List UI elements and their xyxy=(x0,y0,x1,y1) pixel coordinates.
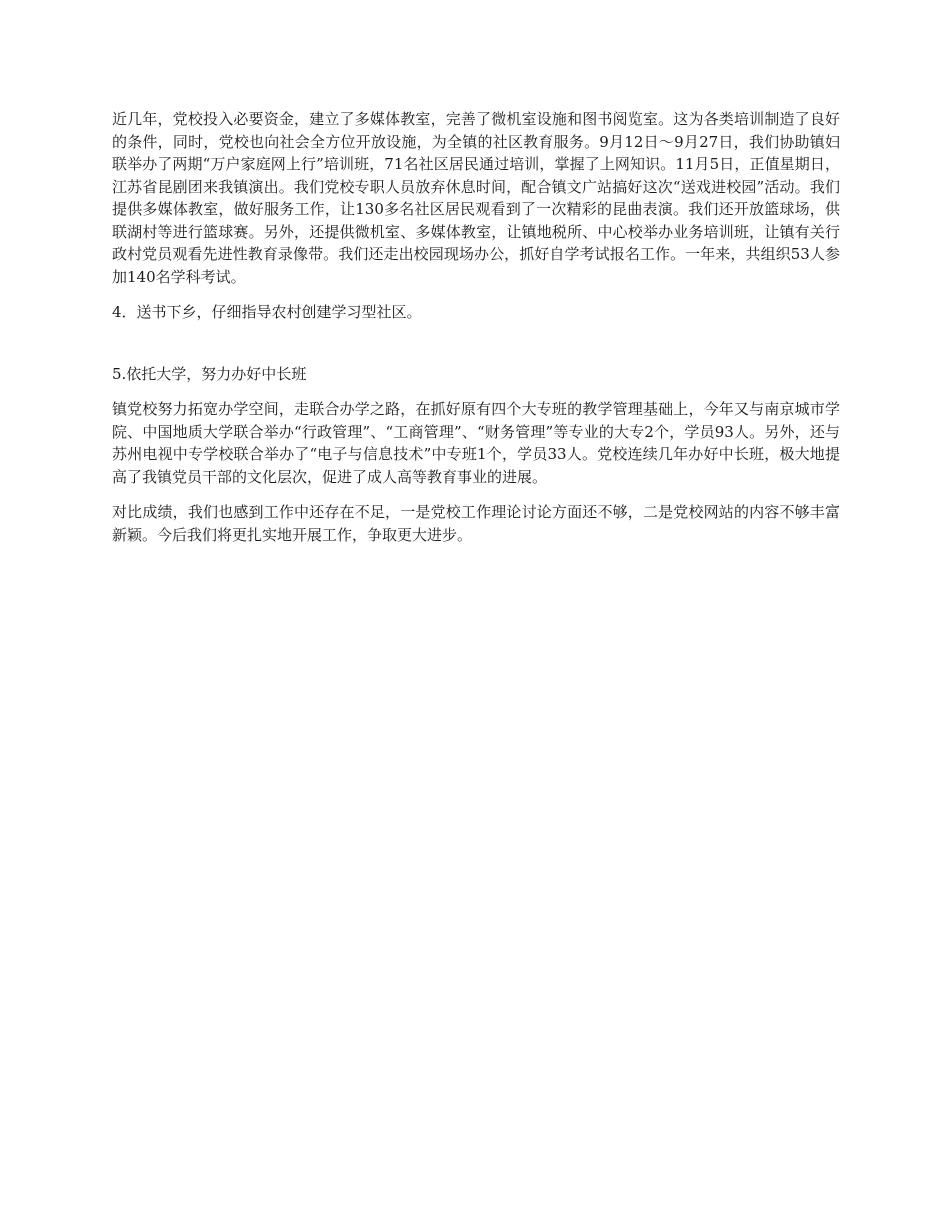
document-page xyxy=(112,108,840,559)
heading-send-books: 4．送书下乡，仔细指导农村创建学习型社区。 xyxy=(112,303,422,321)
paragraph-joint-education: 镇党校努力拓宽办学空间，走联合办学之路，在抓好原有四个大专班的教学管理基础上，今年又与南京城市学院、中国地质大学联合举办“行政管理”、“工商管理”、“财务管理”等专业的大专2个，学员93人。另外，还与苏州电视中专学校联合举办了“电子与信息技术”中专班1个，学员33人。党校连续几年办好中长班，极大地提高了我镇党员干部的文化层次，促进了成人高等教育事业的进展。 xyxy=(112,400,840,486)
spacer xyxy=(112,337,840,363)
paragraph-shortcomings: 对比成绩，我们也感到工作中还存在不足，一是党校工作理论讨论方面还不够，二是党校网站的内容不够丰富新颖。今后我们将更扎实地开展工作，争取更大进步。 xyxy=(112,503,840,544)
heading-university-classes: 5.依托大学，努力办好中长班 xyxy=(112,364,307,383)
paragraph-facilities: 近几年，党校投入必要资金，建立了多媒体教室，完善了微机室设施和图书阅览室。这为各类培训制造了良好的条件，同时，党校也向社会全方位开放设施，为全镇的社区教育服务。9月12日～9月27日，我们协助镇妇联举办了两期“万户家庭网上行”培训班，71名社区居民通过培训，掌握了上网知识。11月5日，正值星期日，江苏省昆剧团来我镇演出。我们党校专职人员放弃休息时间，配合镇文广站搞好这次“送戏进校园”活动。我们提供多媒体教室，做好服务工作，让130多名社区居民观看到了一次精彩的昆曲表演。我们还开放篮球场，供联湖村等进行篮球赛。另外，还提供微机室、多媒体教室，让镇地税所、中心校举办业务培训班，让镇有关行政村党员观看先进性教育录像带。我们还走出校园现场办公，抓好自学考试报名工作。一年来，共组织53人参加140名学科考试。 xyxy=(112,110,840,286)
